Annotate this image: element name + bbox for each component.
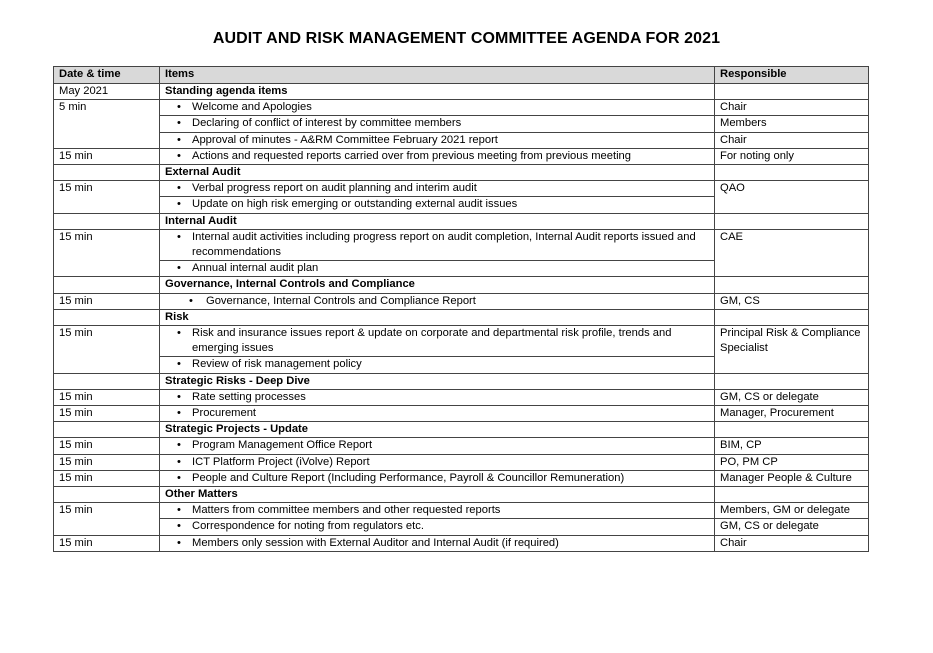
table-row — [54, 326, 869, 357]
section-row-governance — [54, 277, 869, 293]
section-heading: Standing agenda items — [160, 84, 715, 100]
agenda-item: • Actions and requested reports carried over from previous meeting from previous meeting — [160, 148, 715, 164]
table-header-row — [54, 67, 869, 84]
table-row — [54, 293, 869, 309]
row-responsible: QAO — [715, 181, 869, 213]
header-items: Items — [160, 67, 715, 84]
table-row — [54, 229, 869, 260]
row-responsible: Chair — [715, 132, 869, 148]
row-time: 5 min — [54, 100, 160, 149]
row-responsible — [715, 277, 869, 293]
row-responsible: BIM, CP — [715, 438, 869, 454]
row-responsible — [715, 487, 869, 503]
agenda-item: • Welcome and Apologies — [160, 100, 715, 116]
row-time: 15 min — [54, 406, 160, 422]
row-time: 15 min — [54, 326, 160, 374]
row-responsible: Manager, Procurement — [715, 406, 869, 422]
row-time: 15 min — [54, 470, 160, 486]
section-heading: Other Matters — [160, 487, 715, 503]
row-responsible — [715, 165, 869, 181]
table-row — [54, 519, 869, 535]
agenda-item: • People and Culture Report (Including Performance, Payroll & Councillor Remuneration) — [160, 470, 715, 486]
agenda-item: • ICT Platform Project (iVolve) Report — [160, 454, 715, 470]
table-row — [54, 454, 869, 470]
section-heading: Strategic Risks - Deep Dive — [160, 373, 715, 389]
agenda-item: • Declaring of conflict of interest by committee members — [160, 116, 715, 132]
row-time — [54, 373, 160, 389]
agenda-item: • Governance, Internal Controls and Compliance Report — [160, 293, 715, 309]
row-time — [54, 277, 160, 293]
table-row — [54, 389, 869, 405]
agenda-item: • Verbal progress report on audit planning and interim audit — [160, 181, 715, 197]
section-row-standing — [54, 84, 869, 100]
row-responsible: Members, GM or delegate — [715, 503, 869, 519]
row-time: 15 min — [54, 293, 160, 309]
row-responsible: GM, CS or delegate — [715, 389, 869, 405]
row-time: 15 min — [54, 454, 160, 470]
table-row — [54, 503, 869, 519]
row-time: 15 min — [54, 148, 160, 164]
agenda-table — [53, 66, 869, 552]
row-responsible — [715, 84, 869, 100]
section-heading: Governance, Internal Controls and Compliance — [160, 277, 715, 293]
row-time: 15 min — [54, 389, 160, 405]
row-responsible — [715, 309, 869, 325]
section-row-strategic-risks — [54, 373, 869, 389]
row-responsible — [715, 373, 869, 389]
section-heading: External Audit — [160, 165, 715, 181]
row-responsible — [715, 422, 869, 438]
row-responsible: Chair — [715, 100, 869, 116]
section-row-other-matters — [54, 487, 869, 503]
row-time: 15 min — [54, 181, 160, 213]
agenda-item: • Risk and insurance issues report & update on corporate and departmental risk profile, trends and emerging issues — [160, 326, 715, 357]
row-time: 15 min — [54, 503, 160, 535]
table-row — [54, 116, 869, 132]
row-time: May 2021 — [54, 84, 160, 100]
agenda-item: • Members only session with External Auditor and Internal Audit (if required) — [160, 535, 715, 551]
agenda-item: • Annual internal audit plan — [160, 261, 715, 277]
row-responsible: Manager People & Culture — [715, 470, 869, 486]
row-responsible: GM, CS or delegate — [715, 519, 869, 535]
row-responsible: GM, CS — [715, 293, 869, 309]
agenda-item: • Approval of minutes - A&RM Committee February 2021 report — [160, 132, 715, 148]
row-responsible — [715, 213, 869, 229]
header-date-time: Date & time — [54, 67, 160, 84]
agenda-item: • Review of risk management policy — [160, 357, 715, 373]
row-time — [54, 487, 160, 503]
row-responsible: Chair — [715, 535, 869, 551]
row-time — [54, 309, 160, 325]
section-row-external-audit — [54, 165, 869, 181]
section-row-strategic-projects — [54, 422, 869, 438]
table-row — [54, 148, 869, 164]
row-responsible: For noting only — [715, 148, 869, 164]
row-responsible: CAE — [715, 229, 869, 277]
header-responsible: Responsible — [715, 67, 869, 84]
table-row — [54, 132, 869, 148]
row-responsible: PO, PM CP — [715, 454, 869, 470]
section-heading: Strategic Projects - Update — [160, 422, 715, 438]
agenda-item: • Update on high risk emerging or outstanding external audit issues — [160, 197, 715, 213]
row-responsible: Principal Risk & Compliance Specialist — [715, 326, 869, 374]
agenda-item: • Matters from committee members and other requested reports — [160, 503, 715, 519]
row-time: 15 min — [54, 535, 160, 551]
section-row-internal-audit — [54, 213, 869, 229]
section-heading: Risk — [160, 309, 715, 325]
row-time: 15 min — [54, 438, 160, 454]
agenda-item: • Procurement — [160, 406, 715, 422]
agenda-item: • Program Management Office Report — [160, 438, 715, 454]
agenda-item: • Correspondence for noting from regulators etc. — [160, 519, 715, 535]
table-row — [54, 100, 869, 116]
agenda-item: • Rate setting processes — [160, 389, 715, 405]
row-time: 15 min — [54, 229, 160, 277]
row-responsible: Members — [715, 116, 869, 132]
section-row-risk — [54, 309, 869, 325]
row-time — [54, 213, 160, 229]
row-time — [54, 165, 160, 181]
table-row — [54, 438, 869, 454]
section-heading: Internal Audit — [160, 213, 715, 229]
agenda-item: • Internal audit activities including progress report on audit completion, Internal Audit reports issued and recommendations — [160, 229, 715, 260]
table-row — [54, 470, 869, 486]
table-row — [54, 535, 869, 551]
row-time — [54, 422, 160, 438]
table-row — [54, 181, 869, 197]
page-title: AUDIT AND RISK MANAGEMENT COMMITTEE AGENDA FOR 2021 — [212, 30, 721, 47]
table-row — [54, 406, 869, 422]
